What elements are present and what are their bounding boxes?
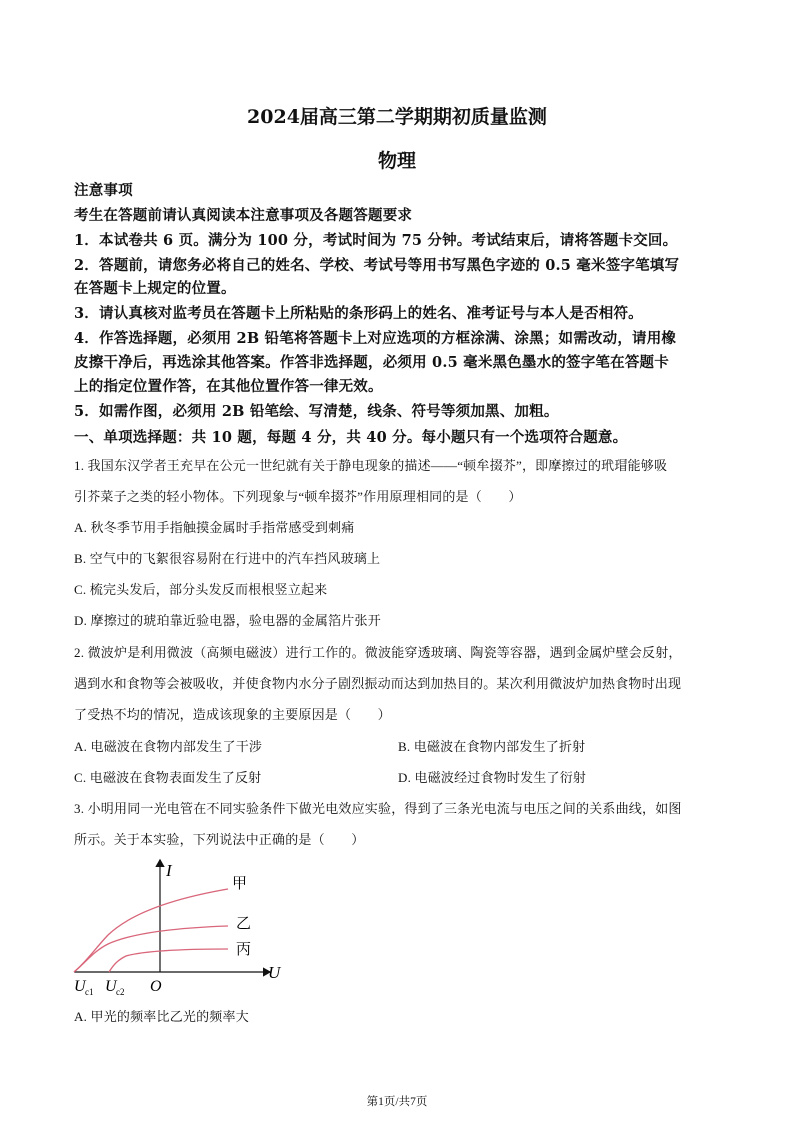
origin-label: O	[150, 978, 162, 995]
section-heading: 一、单项选择题：共 10 题，每题 4 分，共 40 分。每小题只有一个选项符合题意。	[74, 429, 628, 446]
question-stem: 遇到水和食物等会被吸收，并使食物内水分子剧烈振动而达到加热目的。某次利用微波炉加热食物时出现	[74, 676, 682, 691]
curve-label-yi: 乙	[236, 916, 252, 932]
y-axis-label: I	[166, 861, 172, 880]
notice-line: 上的指定位置作答，在其他位置作答一律无效。	[74, 378, 383, 395]
question-stem: 3. 小明用同一光电管在不同实验条件下做光电效应实验，得到了三条光电流与电压之间的关系曲线，如图	[74, 801, 682, 816]
question-stem: 2. 微波炉是利用微波（高频电磁波）进行工作的。微波能穿透玻璃、陶瓷等容器，遇到金属炉壁会反射，	[74, 645, 682, 660]
option-a: A. 秋冬季节用手指触摸金属时手指常感受到刺痛	[74, 520, 355, 535]
option-b: B. 电磁波在食物内部发生了折射	[398, 739, 586, 754]
option-a: A. 电磁波在食物内部发生了干涉	[74, 739, 263, 754]
curve-label-jia: 甲	[232, 876, 248, 892]
option-d: D. 电磁波经过食物时发生了衍射	[398, 770, 587, 785]
exam-subject: 物理	[377, 150, 416, 172]
option-c: C. 梳完头发后，部分头发反而根根竖立起来	[74, 582, 328, 597]
uc1-subscript: c1	[85, 987, 94, 997]
option-c: C. 电磁波在食物表面发生了反射	[74, 770, 262, 785]
notice-line: 4．作答选择题，必须用 2B 铅笔将答题卡上对应选项的方框涂满、涂黑；如需改动，请用橡	[74, 330, 677, 347]
notice-intro: 考生在答题前请认真阅读本注意事项及各题答题要求	[74, 207, 413, 224]
curve-bing	[109, 949, 228, 972]
notice-line: 1．本试卷共 6 页。满分为 100 分，考试时间为 75 分钟。考试结束后，请将答题卡交回。	[74, 232, 678, 249]
curve-label-bing: 丙	[236, 942, 252, 958]
x-axis-label: U	[268, 963, 281, 982]
curve-jia	[74, 889, 228, 972]
uc2-label: U	[105, 978, 117, 995]
iv-curve-figure	[60, 852, 300, 1002]
notice-line: 皮擦干净后，再选涂其他答案。作答非选择题，必须用 0.5 毫米黑色墨水的签字笔在答题卡	[74, 354, 669, 371]
option-b: B. 空气中的飞絮很容易附在行进中的汽车挡风玻璃上	[74, 551, 381, 566]
question-stem: 所示。关于本实验，下列说法中正确的是（ ）	[74, 832, 365, 847]
notice-line: 3．请认真核对监考员在答题卡上所粘贴的条形码上的姓名、准考证号与本人是否相符。	[74, 305, 643, 322]
notice-line: 5．如需作图，必须用 2B 铅笔绘、写清楚，线条、符号等须加黑、加粗。	[74, 403, 559, 420]
option-d: D. 摩擦过的琥珀靠近验电器，验电器的金属箔片张开	[74, 613, 381, 628]
notice-heading: 注意事项	[74, 182, 133, 199]
page-footer: 第1页/共7页	[366, 1096, 428, 1108]
notice-line: 在答题卡上规定的位置。	[74, 280, 236, 297]
question-stem: 引芥菜子之类的轻小物体。下列现象与“顿牟掇芥”作用原理相同的是（ ）	[74, 489, 522, 504]
exam-title: 2024届高三第二学期期初质量监测	[247, 106, 547, 128]
question-stem: 了受热不均的情况，造成该现象的主要原因是（ ）	[74, 707, 391, 722]
option-a: A. 甲光的频率比乙光的频率大	[74, 1009, 249, 1024]
uc2-subscript: c2	[116, 987, 125, 997]
uc1-label: U	[74, 978, 86, 995]
notice-line: 2．答题前，请您务必将自己的姓名、学校、考试号等用书写黑色字迹的 0.5 毫米签字笔填写	[74, 257, 680, 274]
question-stem: 1. 我国东汉学者王充早在公元一世纪就有关于静电现象的描述——“顿牟掇芥”，即摩擦过的玳瑁能够吸	[74, 458, 668, 473]
